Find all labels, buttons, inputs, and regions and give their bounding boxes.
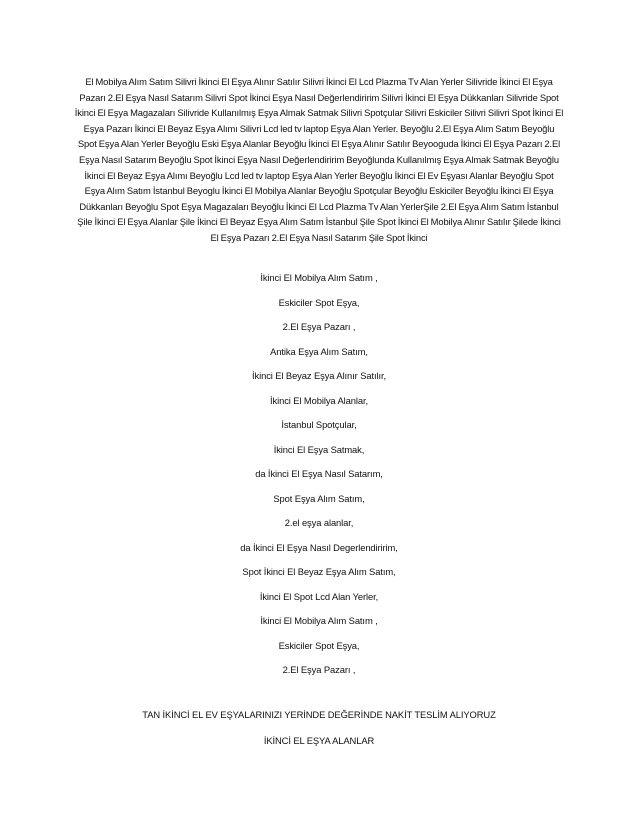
list-item: İkinci El Beyaz Eşya Alınır Satılır, bbox=[252, 370, 386, 381]
intro-paragraph: El Mobilya Alım Satım Silivri İkinci El Eşya Alınır Satılır Silivri İkinci El Lcd Plazma Tv Alan Yerler Silivride İkinci El Eşya Pazarı 2.El Eşya Nasıl Satarım Silivri Spot İkinci Eşya Nasıl Değerlendiririm Silivri İkinci El Eşya Dükkanları Silivride Spot İkinci El Eşya Magazaları Silivride Kullanılmış Eşya Almak Satmak Silivri Spotçular Silivri Eskiciler Silivri Silivri Spot İkinci El Eşya Pazarı İkinci El Beyaz Eşya Alımı Silivri Lcd led tv laptop Eşya Alan Yerler. Beyoğlu 2.El Eşya Alım Satım Beyoğlu Spot Eşya Alan Yerler Beyoğlu Eski Eşya Alanlar Beyoğlu İkinci El Eşya Alınır Satılır Beyooguda İkinci El Eşya Pazarı 2.El Eşya Nasıl Satarım Beyoğlu Spot İkinci Eşya Nasıl Değerlendiririm Beyoğlunda Kullanılmış Eşya Almak Satmak Beyoğlu İkinci El Beyaz Eşya Alımı Beyoğlu Lcd led tv laptop Eşya Alan Yerler Beyoğlu İkinci El Ev Eşyası Alanlar Beyoğlu Spot Eşya Alım Satım İstanbul Beyoglu İkinci El Mobilya Alanlar Beyoğlu Spotçular Beyoğlu Eskiciler Beyoğlu İkinci El Eşya Dükkanları Beyoğlu Spot Eşya Magazaları Beyoğlu İkinci El Lcd Plazma Tv Alan YerlerŞile 2.El Eşya Alım Satım İstanbul Şile İkinci El Eşya Alanlar Şile İkinci El Beyaz Eşya Alım Satım İstanbul Şile Spot İkinci El Mobilya Alınır Satılır Şilede İkinci El Eşya Pazarı 2.El Eşya Nasıl Satarım Şile Spot İkinci bbox=[74, 76, 564, 243]
list-item: İkinci El Mobilya Alım Satım , bbox=[260, 615, 378, 626]
list-item: 2.El Eşya Pazarı , bbox=[282, 321, 356, 332]
list-item: da İkinci El Eşya Nasıl Degerlendiririm, bbox=[240, 541, 398, 553]
service-list bbox=[0, 266, 638, 683]
list-item: da İkinci El Eşya Nasıl Satarım, bbox=[255, 468, 383, 479]
list-item: Spot İkinci El Beyaz Eşya Alım Satım, bbox=[242, 566, 396, 577]
list-item: Spot Eşya Alım Satım, bbox=[273, 492, 365, 504]
list-item: Eskiciler Spot Eşya, bbox=[278, 639, 360, 651]
list-item: İkinci El Mobilya Alanlar, bbox=[270, 394, 368, 406]
list-item: İstanbul Spotçular, bbox=[281, 419, 357, 430]
list-item: İkinci El Eşya Satmak, bbox=[273, 443, 365, 455]
list-item: Eskiciler Spot Eşya, bbox=[278, 296, 360, 308]
list-item: Antika Eşya Alım Satım, bbox=[270, 345, 368, 357]
list-item: 2.El Eşya Pazarı , bbox=[282, 664, 356, 675]
footer-heading: İKİNCİ EL EŞYA ALANLAR bbox=[263, 735, 375, 746]
list-item: İkinci El Spot Lcd Alan Yerler, bbox=[259, 590, 379, 602]
list-item: 2.el eşya alanlar, bbox=[284, 517, 354, 528]
footer-slogan: TAN İKİNCİ EL EV EŞYALARINIZI YERİNDE DEĞERİNDE NAKİT TESLİM ALIYORUZ bbox=[142, 709, 496, 720]
list-item: İkinci El Mobilya Alım Satım , bbox=[260, 272, 378, 283]
